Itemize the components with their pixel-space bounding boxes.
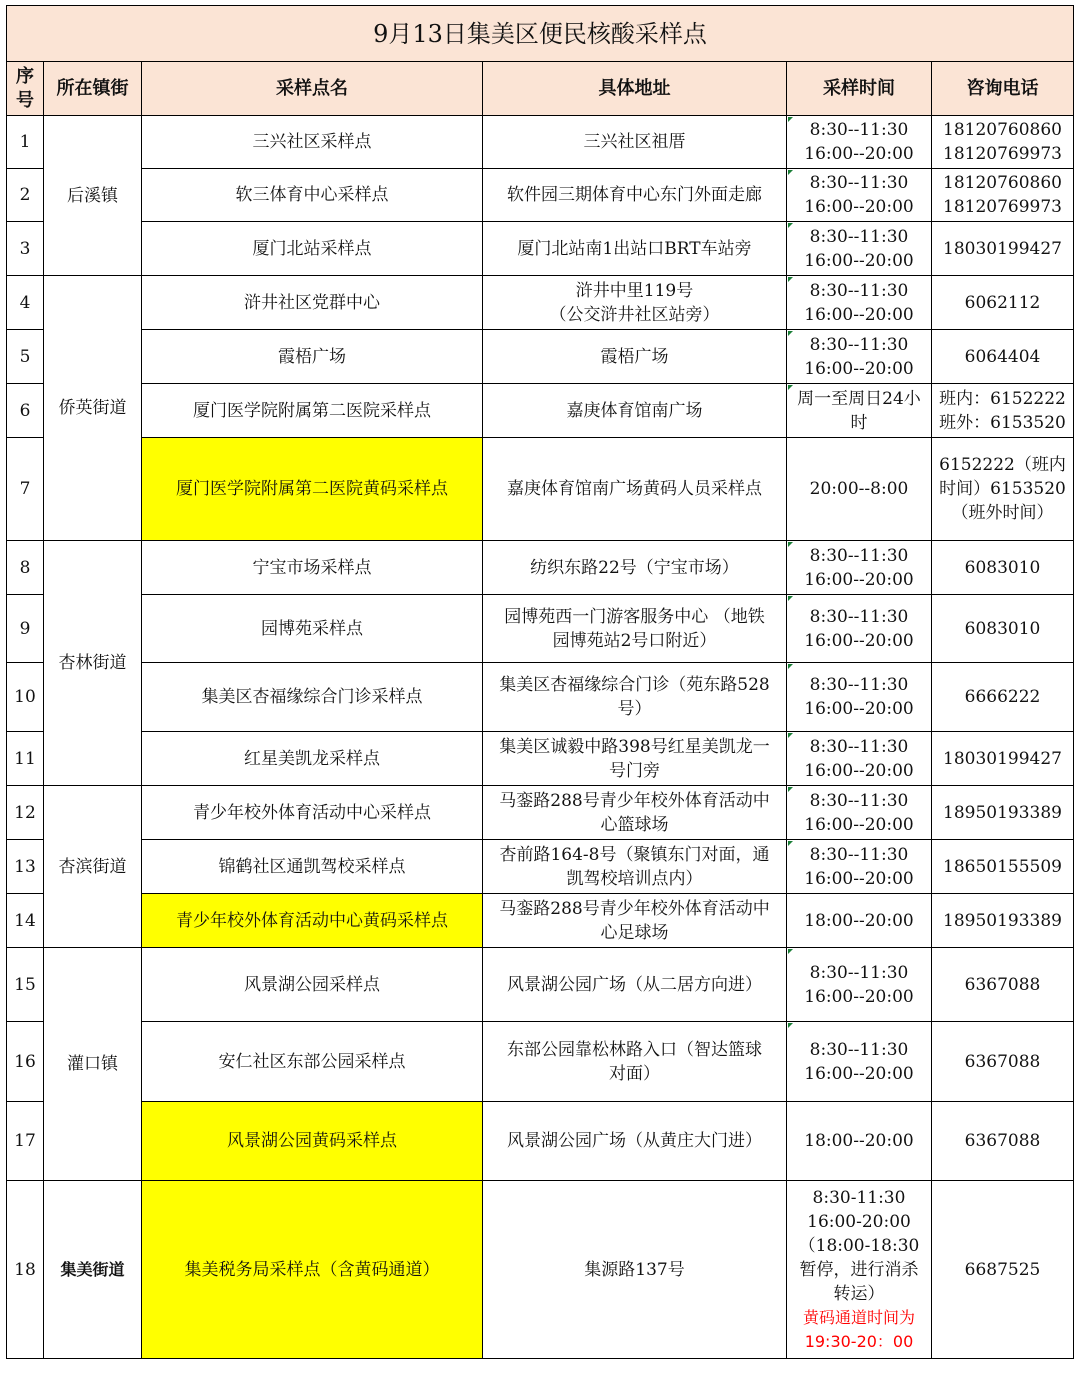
table-row [7,116,1074,169]
district-cell: 杏滨街道 [44,786,142,948]
contact-phone [932,1022,1074,1102]
cell-line: 8:30-11:30 [812,1187,906,1208]
cell-line: 班内：6152222 [939,388,1066,409]
site-address [483,894,787,948]
contact-phone [932,438,1074,541]
cell-line: 16:00--20:00 [804,760,914,781]
site-name: 集美税务局采样点（含黄码通道） [142,1181,483,1359]
sampling-time [787,786,932,840]
contact-phone [932,1181,1074,1359]
cell-line: 时间）6153520 [939,479,1066,499]
cell-line: 8:30--11:30 [809,606,909,627]
sampling-time [787,116,932,169]
site-address [483,786,787,840]
contact-phone [932,840,1074,894]
cell-line: 8:30--11:30 [809,545,909,566]
row-number: 11 [7,732,44,786]
cell-line: 凯驾校培训点内） [566,868,703,889]
contact-phone [932,541,1074,595]
cell-line: 风景湖公园广场（从二居方向进） [507,974,762,995]
cell-line: 6666222 [964,687,1041,707]
site-name: 青少年校外体育活动中心黄码采样点 [142,894,483,948]
cell-line: 浒井中里119号 [575,280,694,301]
cell-line: 嘉庚体育馆南广场黄码人员采样点 [507,479,762,499]
site-name: 三兴社区采样点 [142,116,483,169]
sampling-time [787,1102,932,1181]
contact-phone [932,384,1074,438]
cell-line: 16:00--20:00 [804,630,914,651]
site-address [483,595,787,663]
site-address [483,276,787,330]
header-address: 具体地址 [483,62,787,116]
row-number: 3 [7,222,44,276]
row-number: 12 [7,786,44,840]
cell-line: 心篮球场 [600,814,669,835]
cell-line: 8:30--11:30 [809,736,909,757]
cell-line: 8:30--11:30 [809,334,909,355]
table-row [7,1181,1074,1359]
header-district: 所在镇街 [44,62,142,116]
sampling-time [787,732,932,786]
table-row [7,541,1074,595]
site-name: 宁宝市场采样点 [142,541,483,595]
sampling-time [787,222,932,276]
cell-line: 8:30--11:30 [809,120,909,140]
table-row [7,169,1074,222]
row-number: 14 [7,894,44,948]
cell-line: 集美区杏福缘综合门诊（苑东路528 [499,675,770,695]
table-row [7,948,1074,1022]
cell-line: 16:00--20:00 [804,699,914,719]
cell-line: 暂停，进行消杀 [799,1259,919,1280]
site-name: 厦门北站采样点 [142,222,483,276]
sampling-time [787,894,932,948]
site-name: 红星美凯龙采样点 [142,732,483,786]
cell-line: 16:00--20:00 [804,986,914,1007]
site-name: 软三体育中心采样点 [142,169,483,222]
sampling-sites-table [6,5,1074,1359]
cell-line: 16:00--20:00 [804,868,914,889]
row-number: 5 [7,330,44,384]
site-name: 集美区杏福缘综合门诊采样点 [142,663,483,732]
table-row [7,732,1074,786]
site-name: 园博苑采样点 [142,595,483,663]
sampling-time [787,1181,932,1359]
row-number: 2 [7,169,44,222]
cell-line: （18:00-18:30 [798,1235,920,1256]
table-row [7,276,1074,330]
row-number: 6 [7,384,44,438]
cell-line: 16:00--20:00 [804,814,914,835]
cell-line: 16:00--20:00 [804,250,914,271]
cell-line: 马銮路288号青少年校外体育活动中 [499,790,770,811]
yellow-code-note: 19:30-20：00 [804,1331,914,1351]
cell-line: 东部公园靠松林路入口（智达篮球 [507,1039,762,1060]
cell-line: 6083010 [964,618,1041,639]
site-name: 风景湖公园采样点 [142,948,483,1022]
cell-line: 16:00-20:00 [807,1211,911,1232]
header-phone: 咨询电话 [932,62,1074,116]
cell-line: 6064404 [964,346,1041,367]
cell-line: 霞梧广场 [600,346,669,367]
cell-line: 18120760860 [943,173,1062,193]
row-number: 10 [7,663,44,732]
cell-line: 8:30--11:30 [809,173,909,193]
contact-phone [932,330,1074,384]
site-address [483,222,787,276]
cell-line: 18650155509 [943,856,1062,877]
table-row [7,384,1074,438]
row-number: 18 [7,1181,44,1359]
table-title: 9月13日集美区便民核酸采样点 [7,6,1074,62]
contact-phone [932,894,1074,948]
cell-line: 18030199427 [943,748,1062,769]
contact-phone [932,169,1074,222]
district-cell: 集美街道 [44,1181,142,1359]
site-address [483,948,787,1022]
table-row [7,330,1074,384]
cell-line: 号门旁 [609,760,660,781]
cell-line: 6367088 [964,1051,1041,1072]
cell-line: 集源路137号 [584,1259,685,1280]
table-row [7,786,1074,840]
sampling-time [787,438,932,541]
site-address [483,330,787,384]
sampling-time [787,1022,932,1102]
site-name: 安仁社区东部公园采样点 [142,1022,483,1102]
yellow-code-note: 黄码通道时间为 [802,1307,915,1327]
site-address [483,1102,787,1181]
sampling-time [787,663,932,732]
row-number: 1 [7,116,44,169]
cell-line: 马銮路288号青少年校外体育活动中 [499,898,770,919]
cell-line: 18120769973 [943,197,1062,217]
sampling-time [787,840,932,894]
row-number: 8 [7,541,44,595]
cell-line: 18030199427 [943,238,1062,259]
cell-line: 16:00--20:00 [804,144,914,164]
cell-line: 三兴社区祖厝 [583,132,686,152]
site-name: 锦鹤社区通凯驾校采样点 [142,840,483,894]
cell-line: （公交浒井社区站旁） [549,304,720,325]
cell-line: 16:00--20:00 [804,197,914,217]
cell-line: 8:30--11:30 [809,962,909,983]
cell-line: 6083010 [964,557,1041,578]
table-row [7,595,1074,663]
site-address [483,438,787,541]
site-address [483,663,787,732]
cell-line: 软件园三期体育中心东门外面走廊 [507,185,762,205]
cell-line: 8:30--11:30 [809,675,909,695]
cell-line: （班外时间） [951,503,1054,523]
contact-phone [932,276,1074,330]
cell-line: 集美区诚毅中路398号红星美凯龙一 [499,736,770,757]
table-row [7,1102,1074,1181]
cell-line: 8:30--11:30 [809,790,909,811]
site-address [483,732,787,786]
table-row [7,438,1074,541]
site-address [483,1022,787,1102]
cell-line: 16:00--20:00 [804,569,914,590]
header-no: 序号 [7,62,44,116]
table-row [7,663,1074,732]
cell-line: 嘉庚体育馆南广场 [566,400,703,421]
site-name: 霞梧广场 [142,330,483,384]
cell-line: 时 [850,412,868,433]
site-address [483,169,787,222]
table-row [7,1022,1074,1102]
header-row [7,62,1074,116]
site-address [483,116,787,169]
table-row [7,894,1074,948]
sampling-time [787,384,932,438]
site-name: 厦门医学院附属第二医院采样点 [142,384,483,438]
row-number: 13 [7,840,44,894]
cell-line: 号） [617,699,652,719]
cell-line: 班外：6153520 [939,412,1066,433]
site-name: 青少年校外体育活动中心采样点 [142,786,483,840]
district-cell: 后溪镇 [44,116,142,276]
cell-line: 园博苑西一门游客服务中心 （地铁 [504,606,765,627]
cell-line: 18:00--20:00 [804,910,914,931]
cell-line: 20:00--8:00 [809,479,909,499]
cell-line: 8:30--11:30 [809,226,909,247]
sampling-time [787,595,932,663]
cell-line: 8:30--11:30 [809,280,909,301]
cell-line: 16:00--20:00 [804,1063,914,1084]
header-site-name: 采样点名 [142,62,483,116]
table-row [7,840,1074,894]
cell-line: 厦门北站南1出站口BRT车站旁 [517,238,752,259]
contact-phone [932,948,1074,1022]
cell-line: 16:00--20:00 [804,358,914,379]
cell-line: 6152222（班内 [939,455,1066,475]
cell-line: 6367088 [964,1131,1041,1151]
cell-line: 16:00--20:00 [804,304,914,325]
row-number: 16 [7,1022,44,1102]
cell-line: 6687525 [964,1259,1041,1280]
contact-phone [932,1102,1074,1181]
site-address [483,840,787,894]
sampling-time [787,330,932,384]
header-time: 采样时间 [787,62,932,116]
row-number: 17 [7,1102,44,1181]
district-cell: 灌口镇 [44,948,142,1181]
site-address [483,1181,787,1359]
site-name: 风景湖公园黄码采样点 [142,1102,483,1181]
district-cell: 杏林街道 [44,541,142,786]
cell-line: 周一至周日24小 [797,388,921,409]
cell-line: 风景湖公园广场（从黄庄大门进） [507,1131,762,1151]
cell-line: 园博苑站2号口附近） [552,630,717,651]
sampling-time [787,948,932,1022]
cell-line: 8:30--11:30 [809,1039,909,1060]
row-number: 7 [7,438,44,541]
site-name: 厦门医学院附属第二医院黄码采样点 [142,438,483,541]
table-row [7,222,1074,276]
cell-line: 6367088 [964,974,1041,995]
contact-phone [932,222,1074,276]
cell-line: 18:00--20:00 [804,1131,914,1151]
sampling-time [787,541,932,595]
contact-phone [932,786,1074,840]
cell-line: 18120769973 [943,144,1062,164]
district-cell: 侨英街道 [44,276,142,541]
cell-line: 杏前路164-8号（聚镇东门对面，通 [499,844,770,865]
cell-line: 6062112 [964,292,1041,313]
cell-line: 转运） [833,1283,885,1304]
site-address [483,384,787,438]
cell-line: 纺织东路22号（宁宝市场） [530,557,739,578]
cell-line: 8:30--11:30 [809,844,909,865]
cell-line: 心足球场 [600,922,669,943]
contact-phone [932,116,1074,169]
contact-phone [932,663,1074,732]
cell-line: 18950193389 [943,910,1062,931]
site-name: 浒井社区党群中心 [142,276,483,330]
cell-line: 18120760860 [943,120,1062,140]
cell-line: 对面） [609,1063,660,1084]
site-address [483,541,787,595]
contact-phone [932,595,1074,663]
row-number: 15 [7,948,44,1022]
row-number: 4 [7,276,44,330]
cell-line: 18950193389 [943,802,1062,823]
contact-phone [932,732,1074,786]
sampling-time [787,276,932,330]
row-number: 9 [7,595,44,663]
sampling-time [787,169,932,222]
